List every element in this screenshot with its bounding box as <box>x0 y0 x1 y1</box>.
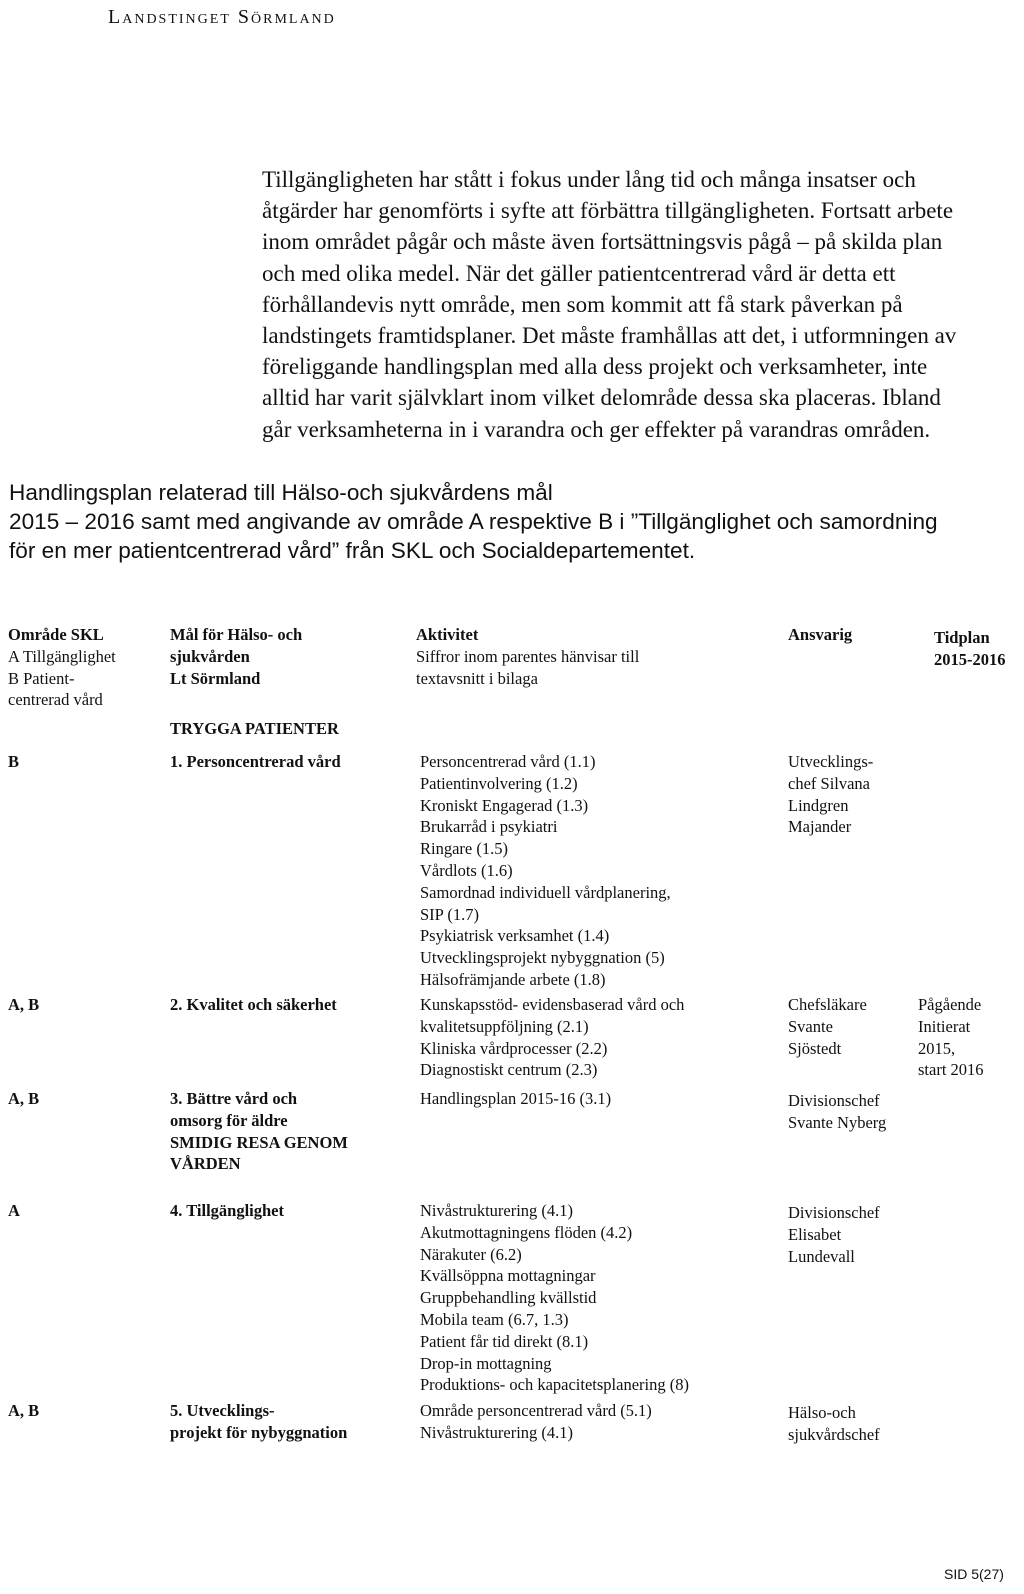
intro-line: föreliggande handlingsplan med alla dess projekt och verksamheter, inte <box>262 354 928 380</box>
timeline-line: Pågående <box>918 995 982 1014</box>
row-goal <box>170 994 337 1016</box>
row-area: A, B <box>8 995 40 1014</box>
col-header-goal-line: sjukvården <box>170 646 250 666</box>
activity-item: Kvällsöppna mottagningar <box>420 1266 596 1286</box>
activity-item: Hälsofrämjande arbete (1.8) <box>420 969 606 989</box>
activity-item: Ringare (1.5) <box>420 839 508 859</box>
intro-line: Tillgängligheten har stått i fokus under lång tid och många insatser och <box>262 167 916 192</box>
intro-paragraph <box>262 164 1012 445</box>
col-header-activity <box>416 624 639 689</box>
activity-item: Närakuter (6.2) <box>420 1244 522 1264</box>
activity-item: Nivåstrukturering (4.1) <box>420 1201 574 1220</box>
activity-item: Område personcentrerad vård (5.1) <box>420 1401 652 1420</box>
col-header-goal <box>170 624 302 689</box>
activity-item: Kroniskt Engagerad (1.3) <box>420 795 589 815</box>
row-responsible <box>788 994 867 1059</box>
section-heading <box>9 478 1019 565</box>
row-responsible <box>788 1402 880 1446</box>
col-header-goal-line: Mål för Hälso- och <box>170 625 303 644</box>
row-activities <box>420 1200 689 1396</box>
activity-item: Patientinvolvering (1.2) <box>420 773 578 793</box>
intro-line: förhållandevis nytt område, men som kommit att få stark påverkan på <box>262 291 903 317</box>
heading-line: 2015 – 2016 samt med angivande av område A respektive B i ”Tillgänglighet och samordning <box>9 509 938 534</box>
intro-line: landstingets framtidsplaner. Det måste framhållas att det, i utformningen av <box>262 323 957 349</box>
row-goal-line: 5. Utvecklings- <box>170 1401 275 1420</box>
row-goal-line: 2. Kvalitet och säkerhet <box>170 995 337 1014</box>
col-header-area-line: A Tillgänglighet <box>8 646 116 666</box>
row-area: A <box>8 1201 20 1220</box>
intro-line: alltid har varit självklart inom vilket delområde dessa ska placeras. Ibland <box>262 385 941 411</box>
responsible-line: Divisionschef <box>788 1203 880 1222</box>
responsible-line: Svante Nyberg <box>788 1112 887 1132</box>
col-header-area-line: centrerad vård <box>8 690 103 710</box>
col-header-area <box>8 624 116 711</box>
row-goal <box>170 1200 284 1222</box>
row-responsible <box>788 1090 886 1134</box>
intro-line: och med olika medel. När det gäller patientcentrerad vård är detta ett <box>262 260 896 286</box>
timeline-line: start 2016 <box>918 1060 984 1080</box>
row-goal <box>170 751 341 773</box>
col-header-timeline <box>934 627 1006 671</box>
row-area: B <box>8 752 20 771</box>
row-goal-line: 1. Personcentrerad vård <box>170 752 341 771</box>
heading-line: Handlingsplan relaterad till Hälso-och sjukvårdens mål <box>9 480 553 505</box>
row-responsible <box>788 1202 880 1267</box>
activity-item: Drop-in mottagning <box>420 1353 552 1373</box>
col-header-area-line: B Patient- <box>8 668 75 688</box>
row-activities <box>420 1400 652 1444</box>
activity-item: Handlingsplan 2015-16 (3.1) <box>420 1089 612 1108</box>
responsible-line: Elisabet <box>788 1224 842 1244</box>
row-activities <box>420 1088 611 1110</box>
responsible-line: Sjöstedt <box>788 1038 842 1058</box>
row-activities <box>420 751 671 991</box>
activity-item: Nivåstrukturering (4.1) <box>420 1422 574 1442</box>
intro-line: går verksamheterna in i varandra och ger effekter på varandras områden. <box>262 416 931 442</box>
intro-line: inom området pågår och måste även fortsättningsvis pågå – på skilda plan <box>262 229 943 255</box>
row-goal-line: projekt för nybyggnation <box>170 1422 348 1442</box>
activity-item: Kliniska vårdprocesser (2.2) <box>420 1038 608 1058</box>
activity-item: Personcentrerad vård (1.1) <box>420 752 596 771</box>
responsible-line: Majander <box>788 817 852 837</box>
activity-item: Vårdlots (1.6) <box>420 860 513 880</box>
activity-item: Utvecklingsprojekt nybyggnation (5) <box>420 948 665 968</box>
timeline-line: Initierat <box>918 1016 971 1036</box>
responsible-line: Lundevall <box>788 1246 855 1266</box>
organization-name: Landstinget Sörmland <box>108 6 336 28</box>
row-goal-line: SMIDIG RESA GENOM <box>170 1132 348 1152</box>
activity-item: Patient får tid direkt (8.1) <box>420 1331 589 1351</box>
timeline-line: 2015, <box>918 1038 956 1058</box>
activity-item: Psykiatrisk verksamhet (1.4) <box>420 926 610 946</box>
col-header-goal-line: Lt Sörmland <box>170 668 261 688</box>
col-header-activity-line: Siffror inom parentes hänvisar till <box>416 646 640 666</box>
responsible-line: Svante <box>788 1016 833 1036</box>
intro-line: åtgärder har genomförts i syfte att förbättra tillgängligheten. Fortsatt arbete <box>262 198 954 224</box>
row-responsible <box>788 751 873 838</box>
activity-item: Samordnad individuell vårdplanering, <box>420 882 671 902</box>
activity-item: Produktions- och kapacitetsplanering (8) <box>420 1375 689 1395</box>
row-area: A, B <box>8 1089 40 1108</box>
page-number: SID 5(27) <box>944 1566 1004 1582</box>
responsible-line: Divisionschef <box>788 1091 880 1110</box>
activity-item: Kunskapsstöd- evidensbaserad vård och <box>420 995 685 1014</box>
activity-item: Brukarråd i psykiatri <box>420 817 558 837</box>
responsible-line: Chefsläkare <box>788 995 867 1014</box>
col-header-responsible-title: Ansvarig <box>788 625 853 644</box>
responsible-line: sjukvårdschef <box>788 1424 880 1444</box>
col-header-activity-line: textavsnitt i bilaga <box>416 668 538 688</box>
row-timeline <box>918 994 984 1081</box>
activity-item: kvalitetsuppföljning (2.1) <box>420 1016 589 1036</box>
activity-item: SIP (1.7) <box>420 904 479 924</box>
heading-line: för en mer patientcentrerad vård” från SKL och Socialdepartementet. <box>9 538 696 563</box>
row-goal-line: 3. Bättre vård och <box>170 1089 298 1108</box>
row-goal <box>170 1400 347 1444</box>
section-label-trygga: TRYGGA PATIENTER <box>170 719 339 738</box>
row-activities <box>420 994 684 1081</box>
activity-item: Akutmottagningens flöden (4.2) <box>420 1222 633 1242</box>
activity-item: Mobila team (6.7, 1.3) <box>420 1309 569 1329</box>
responsible-line: Lindgren <box>788 795 849 815</box>
activity-item: Gruppbehandling kvällstid <box>420 1288 597 1308</box>
col-header-responsible <box>788 624 852 646</box>
row-area: A, B <box>8 1401 40 1420</box>
row-goal-line: 4. Tillgänglighet <box>170 1201 285 1220</box>
responsible-line: Hälso-och <box>788 1403 856 1422</box>
responsible-line: chef Silvana <box>788 773 871 793</box>
row-goal-line: omsorg för äldre <box>170 1110 288 1130</box>
col-header-timeline-line: Tidplan <box>934 628 990 647</box>
responsible-line: Utvecklings- <box>788 752 874 771</box>
col-header-area-title: Område SKL <box>8 625 104 644</box>
row-goal-line: VÅRDEN <box>170 1154 241 1174</box>
activity-item: Diagnostiskt centrum (2.3) <box>420 1060 598 1080</box>
col-header-timeline-line: 2015-2016 <box>934 649 1006 669</box>
row-goal <box>170 1088 348 1175</box>
col-header-activity-title: Aktivitet <box>416 625 479 644</box>
